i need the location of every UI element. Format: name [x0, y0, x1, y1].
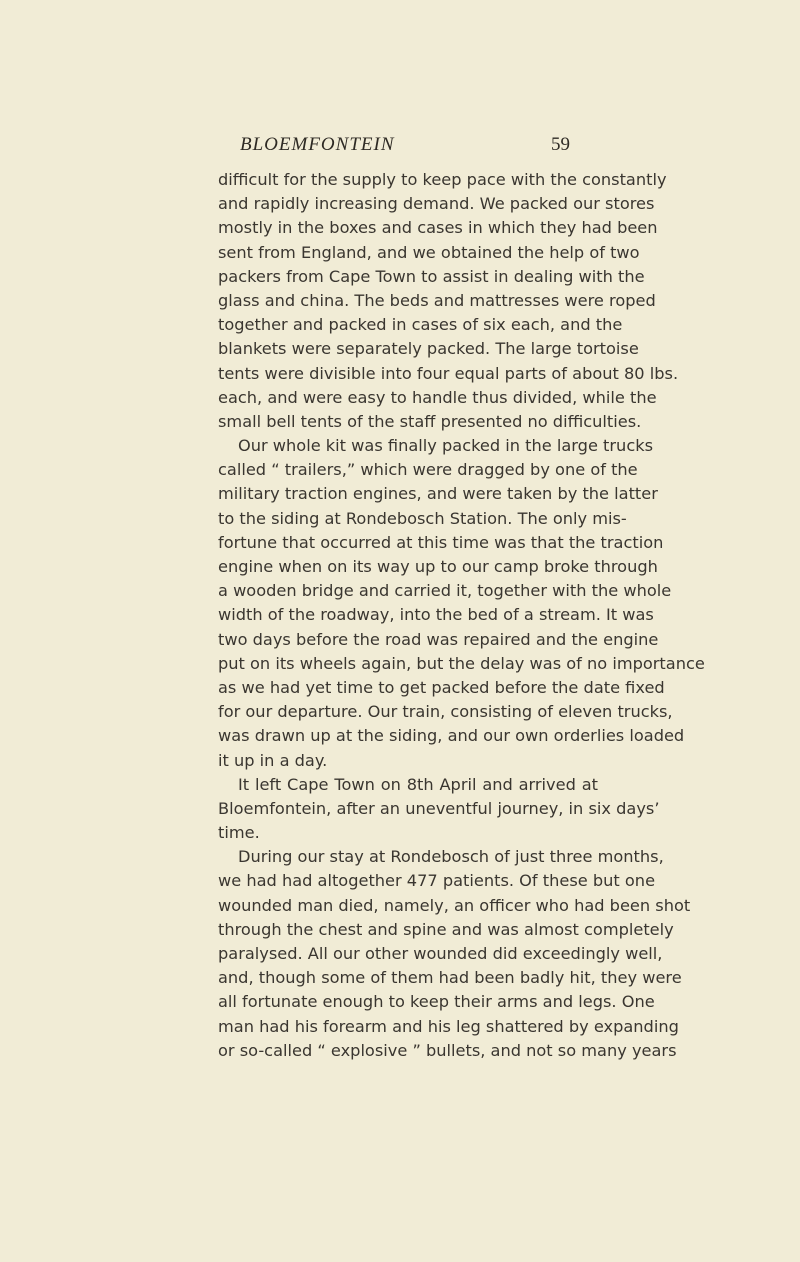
text-line: for our departure. Our train, consisting of eleven trucks,: [218, 702, 673, 722]
running-head: [0, 134, 800, 164]
text-line: called “ trailers,” which were dragged by one of the: [218, 460, 638, 480]
text-line: military traction engines, and were taken by the latter: [218, 484, 658, 504]
text-line: sent from England, and we obtained the help of two: [218, 242, 640, 262]
text-line: It left Cape Town on 8th April and arrived at: [238, 774, 598, 794]
text-line: man had his forearm and his leg shattered by expanding: [218, 1016, 679, 1036]
text-line: each, and were easy to handle thus divided, while the: [218, 387, 657, 407]
text-line: all fortunate enough to keep their arms and legs. One: [218, 992, 655, 1012]
body-text: [218, 168, 705, 1063]
text-line: Our whole kit was finally packed in the large trucks: [238, 436, 654, 456]
text-line: fortune that occurred at this time was that the traction: [218, 532, 664, 552]
text-line: put on its wheels again, but the delay was of no importance: [218, 653, 705, 673]
text-line: width of the roadway, into the bed of a stream. It was: [218, 605, 654, 625]
text-line: to the siding at Rondebosch Station. The only mis-: [218, 508, 627, 528]
text-line: two days before the road was repaired and the engine: [218, 629, 659, 649]
text-line: small bell tents of the staff presented no difficulties.: [218, 411, 642, 431]
text-line: it up in a day.: [218, 750, 328, 770]
text-line: and rapidly increasing demand. We packed our stores: [218, 194, 655, 214]
text-line: or so-called “ explosive ” bullets, and not so many years: [218, 1040, 677, 1060]
text-line: was drawn up at the siding, and our own orderlies loaded: [218, 726, 685, 746]
text-line: as we had yet time to get packed before the date fixed: [218, 677, 665, 697]
text-line: Bloemfontein, after an uneventful journey, in six days’: [218, 798, 660, 818]
text-line: a wooden bridge and carried it, together with the whole: [218, 581, 672, 601]
text-line: time.: [218, 823, 260, 843]
text-line: and, though some of them had been badly hit, they were: [218, 968, 682, 988]
text-line: tents were divisible into four equal parts of about 80 lbs.: [218, 363, 679, 383]
running-title: BLOEMFONTEIN: [240, 134, 395, 155]
text-line: blankets were separately packed. The large tortoise: [218, 339, 639, 359]
text-line: During our stay at Rondebosch of just three months,: [238, 847, 664, 867]
text-line: packers from Cape Town to assist in dealing with the: [218, 266, 645, 286]
text-line: together and packed in cases of six each, and the: [218, 315, 623, 335]
page-number: 59: [551, 134, 570, 155]
text-line: difficult for the supply to keep pace with the constantly: [218, 170, 667, 189]
text-line: mostly in the boxes and cases in which they had been: [218, 218, 658, 238]
text-line: through the chest and spine and was almost completely: [218, 919, 674, 939]
text-line: engine when on its way up to our camp broke through: [218, 557, 658, 576]
text-line: glass and china. The beds and mattresses were roped: [218, 290, 656, 310]
text-line: paralysed. All our other wounded did exceedingly well,: [218, 944, 663, 963]
text-line: wounded man died, namely, an officer who had been shot: [218, 895, 691, 915]
text-line: we had had altogether 477 patients. Of these but one: [218, 871, 656, 891]
